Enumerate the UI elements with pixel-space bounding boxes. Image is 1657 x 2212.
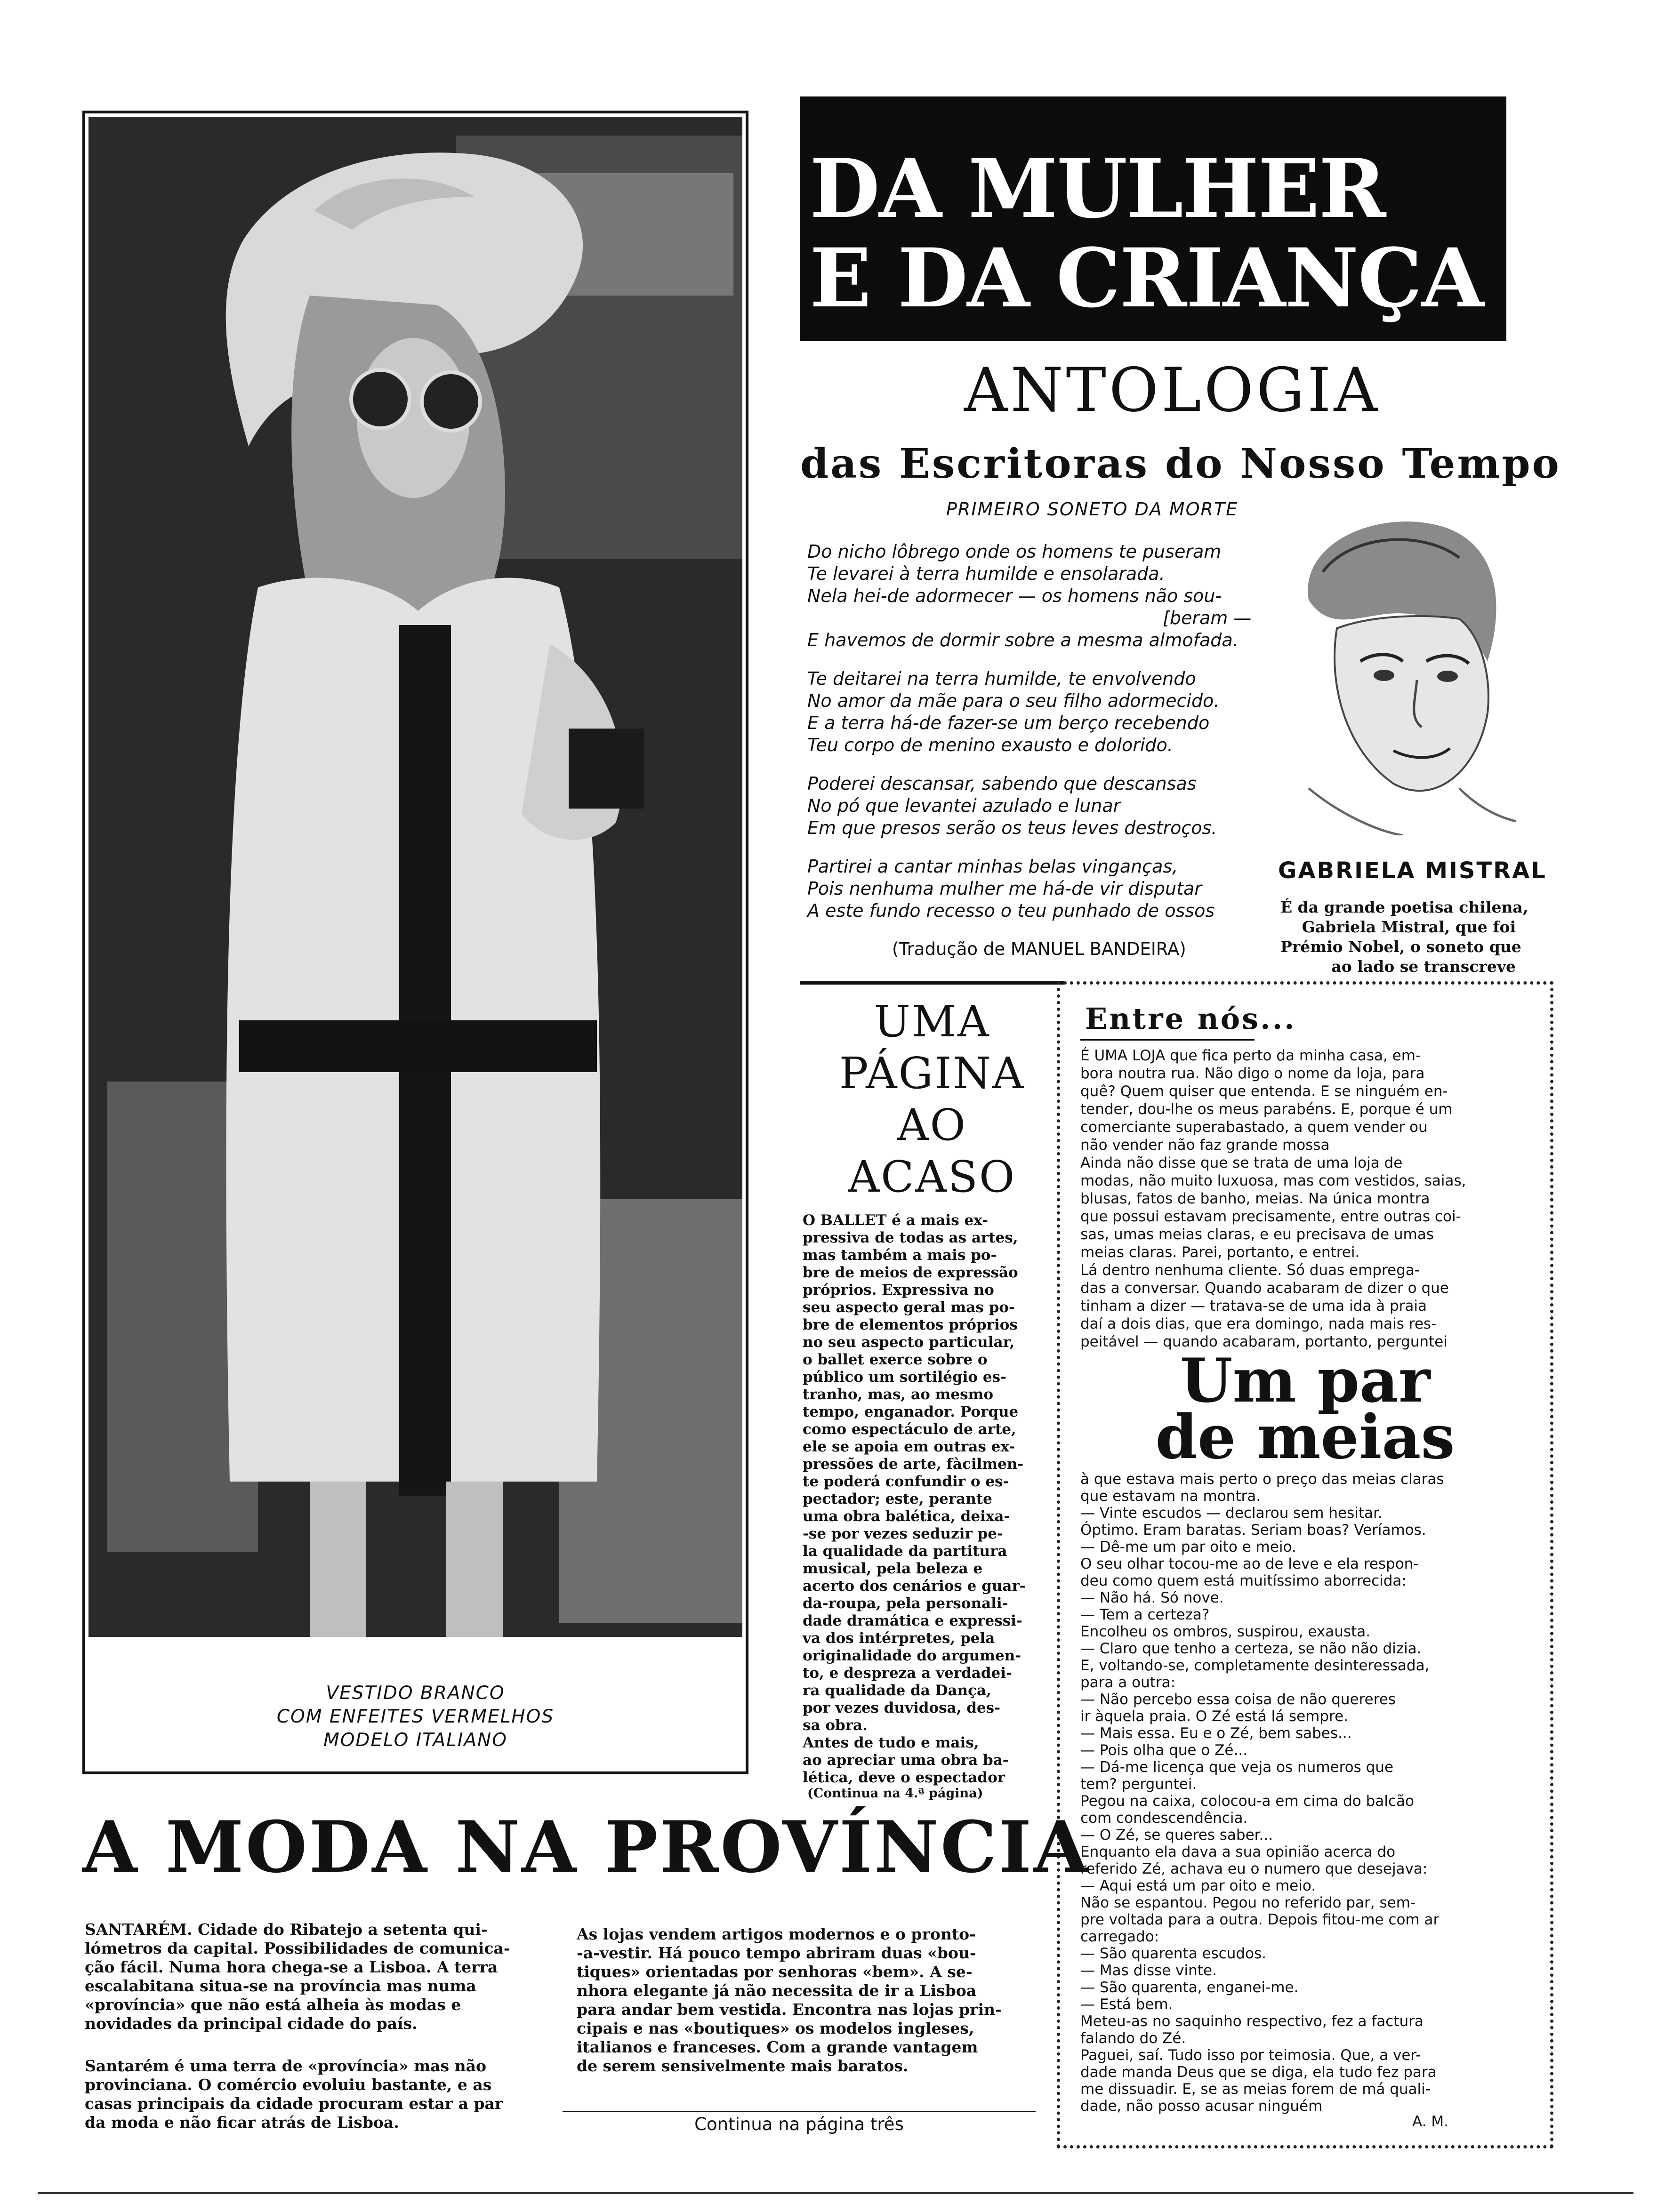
ballet-text-line: O BALLET é a mais ex- xyxy=(803,1212,988,1229)
portrait-sketch xyxy=(1280,506,1516,835)
ballet-text-line: musical, pela beleza e xyxy=(803,1560,983,1577)
ballet-text-line: ele se apoia em outras ex- xyxy=(803,1438,1015,1455)
photo-caption-line: VESTIDO BRANCO xyxy=(326,1683,505,1704)
entre-nos-text-line: daí a dois dias, que era domingo, nada mais res- xyxy=(1080,1315,1437,1332)
ballet-text-line: no seu aspecto particular, xyxy=(803,1334,1015,1351)
entre-nos-text-line: sas, umas meias claras, e eu precisava de umas xyxy=(1080,1226,1434,1243)
moda-col1-line: ção fácil. Numa hora chega-se a Lisboa. A terra xyxy=(85,1958,498,1976)
story-text-line: deu como quem está muitíssimo aborrecida: xyxy=(1080,1572,1407,1589)
story-text-line: — Dê-me um par oito e meio. xyxy=(1080,1539,1296,1555)
poem-title: PRIMEIRO SONETO DA MORTE xyxy=(946,499,1239,520)
ballet-text-line: pectador; este, perante xyxy=(803,1491,992,1507)
story-text-line: — Não percebo essa coisa de não quereres xyxy=(1080,1691,1396,1708)
story-text-line: carregado: xyxy=(1080,1928,1159,1945)
ballet-text-line: próprios. Expressiva no xyxy=(803,1282,994,1298)
story-text-line: ir àquela praia. O Zé está lá sempre. xyxy=(1080,1708,1349,1725)
ballet-text-line: la qualidade da partitura xyxy=(803,1543,1007,1560)
moda-col2-line: -a-vestir. Há pouco tempo abriram duas «bou- xyxy=(577,1944,976,1962)
poem-line: Partirei a cantar minhas belas vinganças, xyxy=(807,856,1178,877)
antologia-subtitle: das Escritoras do Nosso Tempo xyxy=(800,440,1561,488)
story-text-line: — Vinte escudos — declarou sem hesitar. xyxy=(1080,1505,1383,1522)
moda-col2-line: para andar bem vestida. Encontra nas lojas prin- xyxy=(577,2000,1002,2019)
moda-title: A MODA NA PROVÍNCIA xyxy=(82,1806,1090,1889)
um-par-de-meias-title-line: Um par xyxy=(1180,1346,1431,1416)
story-text-line: falando do Zé. xyxy=(1080,2030,1186,2047)
story-text-line: dade, não posso acusar ninguém xyxy=(1080,2098,1323,2115)
ballet-text-line: dade dramática e expressi- xyxy=(803,1612,1022,1629)
portrait-caption-line: Gabriela Mistral, que foi xyxy=(1302,918,1516,936)
entre-nos-text-line: tender, dou-lhe os meus parabéns. E, porque é um xyxy=(1080,1101,1453,1118)
fashion-photo xyxy=(88,117,742,1637)
poem-line: Poderei descansar, sabendo que descansas xyxy=(807,773,1197,794)
story-text-line: me dissuadir. E, se as meias forem de má quali- xyxy=(1080,2081,1431,2098)
ballet-text-line: mas também a mais po- xyxy=(803,1247,997,1264)
entre-nos-underline xyxy=(1080,1039,1255,1041)
moda-col1-line: da moda e não ficar atrás de Lisboa. xyxy=(85,2113,399,2132)
ballet-text-line: ra qualidade da Dança, xyxy=(803,1682,991,1699)
entre-nos-text-line: blusas, fatos de banho, meias. Na única montra xyxy=(1080,1190,1430,1207)
entre-nos-text-line: Lá dentro nenhuma cliente. Só duas emprega- xyxy=(1080,1262,1420,1279)
ballet-text-line: acerto dos cenários e guar- xyxy=(803,1578,1026,1595)
uma-pagina-title-line: UMA xyxy=(874,996,990,1047)
story-text-line: Pegou na caixa, colocou-a em cima do balcão xyxy=(1080,1793,1414,1810)
poem-line: Te deitarei na terra humilde, te envolvendo xyxy=(807,668,1196,689)
ballet-text-line: to, e despreza a verdadei- xyxy=(803,1665,1012,1682)
portrait-caption-line: É da grande poetisa chilena, xyxy=(1280,898,1528,916)
ballet-text-line: como espectáculo de arte, xyxy=(803,1421,1016,1438)
ballet-text-line: tempo, enganador. Porque xyxy=(803,1403,1019,1420)
photo-caption-line: MODELO ITALIANO xyxy=(323,1730,507,1751)
story-text-line: O seu olhar tocou-me ao de leve e ela respon- xyxy=(1080,1555,1419,1572)
entre-nos-text-line: tinham a dizer — tratava-se de uma ida à praia xyxy=(1080,1298,1427,1314)
ballet-text-line: bre de meios de expressão xyxy=(803,1264,1018,1281)
entre-nos-title: Entre nós... xyxy=(1085,1002,1296,1036)
author-signature: A. M. xyxy=(1412,2113,1448,2130)
poem-line: E havemos de dormir sobre a mesma almofada. xyxy=(807,630,1239,650)
uma-pagina-title-line: ACASO xyxy=(848,1152,1016,1202)
masthead-line-1: DA MULHER xyxy=(810,141,1385,236)
story-text-line: — Não há. Só nove. xyxy=(1080,1589,1224,1606)
poem-line: Teu corpo de menino exausto e dolorido. xyxy=(807,735,1173,755)
story-text-line: — Claro que tenho a certeza, se não não dizia. xyxy=(1080,1640,1422,1657)
story-text-line: Encolheu os ombros, suspirou, exausta. xyxy=(1080,1623,1371,1640)
story-text-line: Óptimo. Eram baratas. Seriam boas? Veríamos. xyxy=(1080,1522,1426,1539)
moda-col1-line: lómetros da capital. Possibilidades de comunica- xyxy=(85,1939,510,1957)
story-text-line: — Dá-me licença que veja os numeros que xyxy=(1080,1759,1394,1776)
story-text-line: que estavam na montra. xyxy=(1080,1488,1261,1505)
story-text-line: à que estava mais perto o preço das meias claras xyxy=(1080,1471,1444,1488)
entre-nos-text-line: É UMA LOJA que fica perto da minha casa, em- xyxy=(1080,1047,1421,1064)
ballet-text-line: te poderá confundir o es- xyxy=(803,1473,1009,1490)
entre-nos-text-line: Ainda não disse que se trata de uma loja de xyxy=(1080,1154,1403,1171)
poem-line: [beram — xyxy=(1163,608,1252,628)
story-text-line: Paguei, saí. Tudo isso por teimosia. Que, a ver- xyxy=(1080,2047,1421,2064)
story-text-line: Não se espantou. Pegou no referido par, sem- xyxy=(1080,1894,1416,1911)
moda-col1-line: SANTARÉM. Cidade do Ribatejo a setenta qui- xyxy=(85,1920,488,1939)
entre-nos-text-line: que possui estavam precisamente, entre outras coi- xyxy=(1080,1208,1461,1225)
entre-nos-text-line: peitável — quando acabaram, portanto, perguntei xyxy=(1080,1333,1448,1350)
column-rule xyxy=(800,981,1064,985)
ballet-text-line: pressiva de todas as artes, xyxy=(803,1229,1018,1246)
ballet-text-line: por vezes duvidosa, des- xyxy=(803,1699,1000,1716)
photo-caption-line: COM ENFEITES VERMELHOS xyxy=(276,1706,555,1727)
ballet-text-line: público um sortilégio es- xyxy=(803,1369,1006,1386)
poem-line: Nela hei-de adormecer — os homens não sou- xyxy=(807,585,1222,606)
story-text-line: E, voltando-se, completamente desinteressada, xyxy=(1080,1657,1430,1674)
moda-col2-line: italianos e franceses. Com a grande vantagem xyxy=(577,2038,978,2056)
uma-pagina-title-line: AO xyxy=(897,1100,967,1150)
uma-pagina-title-line: PÁGINA xyxy=(839,1048,1025,1098)
story-text-line: — Mas disse vinte. xyxy=(1080,1962,1217,1979)
story-text-line: referido Zé, achava eu o numero que desejava: xyxy=(1080,1860,1428,1877)
entre-nos-text-line: quê? Quem quiser que entenda. E se ninguém en- xyxy=(1080,1083,1448,1100)
poem-line: Do nicho lôbrego onde os homens te puseram xyxy=(807,541,1222,562)
story-text-line: — Mais essa. Eu e o Zé, bem sabes... xyxy=(1080,1725,1352,1742)
ballet-text-line: originalidade do argumen- xyxy=(803,1647,1022,1664)
ballet-text-line: da-roupa, pela personali- xyxy=(803,1595,1008,1612)
translation-credit: (Tradução de MANUEL BANDEIRA) xyxy=(892,939,1186,959)
portrait-caption-line: Prémio Nobel, o soneto que xyxy=(1280,938,1521,956)
ballet-text-line: lética, deve o espectador xyxy=(803,1769,1005,1786)
story-text-line: — São quarenta escudos. xyxy=(1080,1945,1267,1962)
um-par-de-meias-title-line: de meias xyxy=(1155,1402,1455,1473)
story-text-line: — São quarenta, enganei-me. xyxy=(1080,1979,1299,1996)
ballet-text-line: va dos intérpretes, pela xyxy=(803,1630,995,1647)
continua-page-4: (Continua na 4.ª página) xyxy=(807,1786,983,1801)
moda-col2-line: As lojas vendem artigos modernos e o pronto- xyxy=(577,1925,976,1943)
entre-nos-text-line: das a conversar. Quando acabaram de dizer o que xyxy=(1080,1280,1449,1297)
section-masthead xyxy=(800,96,1506,341)
story-text-line: — Aqui está um par oito e meio. xyxy=(1080,1877,1316,1894)
poem-line: E a terra há-de fazer-se um berço recebendo xyxy=(807,713,1210,733)
ballet-text-line: sa obra. xyxy=(803,1717,868,1734)
poem-line: No pó que levantei azulado e lunar xyxy=(807,795,1121,816)
story-text-line: com condescendência. xyxy=(1080,1810,1248,1827)
story-text-line: — O Zé, se queres saber... xyxy=(1080,1827,1273,1843)
portrait-caption-line: ao lado se transcreve xyxy=(1331,957,1516,976)
ballet-text-line: bre de elementos próprios xyxy=(803,1316,1018,1333)
entre-nos-text-line: modas, não muito luxuosa, mas com vestidos, saias, xyxy=(1080,1172,1466,1189)
moda-col2-line: tiques» orientadas por senhoras «bem». A se- xyxy=(577,1963,973,1981)
antologia-title: ANTOLOGIA xyxy=(964,355,1380,425)
moda-col2-line: cipais e nas «boutiques» os modelos ingleses, xyxy=(577,2019,974,2037)
moda-col1-line: novidades da principal cidade do país. xyxy=(85,2014,418,2033)
masthead-line-2: E DA CRIANÇA xyxy=(810,230,1483,326)
ballet-text-line: o ballet exerce sobre o xyxy=(803,1351,988,1368)
story-text-line: Enquanto ela dava a sua opinião acerca do xyxy=(1080,1843,1396,1860)
continua-page-3: Continua na página três xyxy=(694,2114,904,2134)
story-text-line: tem? perguntei. xyxy=(1080,1776,1197,1793)
ballet-text-line: pressões de arte, fàcilmen- xyxy=(803,1456,1024,1473)
moda-col1-line: «província» que não está alheia às modas e xyxy=(85,1996,461,2014)
story-text-line: para a outra: xyxy=(1080,1674,1176,1691)
moda-col1-line: escalabitana situa-se na província mas numa xyxy=(85,1977,476,1995)
story-text-line: pre voltada para a outra. Depois fitou-me com ar xyxy=(1080,1911,1440,1928)
portrait-name: GABRIELA MISTRAL xyxy=(1278,858,1547,884)
story-text-line: Meteu-as no saquinho respectivo, fez a factura xyxy=(1080,2013,1424,2030)
poem-line: Pois nenhuma mulher me há-de vir disputar xyxy=(807,878,1202,899)
page-bottom-rule xyxy=(38,2192,1633,2194)
poem-line: A este fundo recesso o teu punhado de ossos xyxy=(807,900,1215,921)
entre-nos-text-line: comerciante superabastado, a quem vender ou xyxy=(1080,1119,1428,1136)
story-text-line: — Tem a certeza? xyxy=(1080,1606,1210,1623)
poem-line: Te levarei à terra humilde e ensolarada. xyxy=(807,563,1165,584)
ballet-text-line: Antes de tudo e mais, xyxy=(803,1734,979,1751)
ballet-text-line: uma obra balética, deixa- xyxy=(803,1508,1010,1525)
story-text-line: dade manda Deus que se diga, ela tudo fez para xyxy=(1080,2064,1437,2081)
moda-col2-line: nhora elegante já não necessita de ir a Lisboa xyxy=(577,1981,977,2000)
poem-line: No amor da mãe para o seu filho adormecido. xyxy=(807,690,1220,711)
continua-rule xyxy=(563,2111,1036,2112)
ballet-text-line: tranho, mas, ao mesmo xyxy=(803,1386,994,1403)
moda-col1-line: casas principais da cidade procuram estar a par xyxy=(85,2094,503,2113)
moda-col1-line: provinciana. O comércio evoluiu bastante, e as xyxy=(85,2076,492,2094)
ballet-text-line: ao apreciar uma obra ba- xyxy=(803,1752,1009,1769)
ballet-text-line: -se por vezes seduzir pe- xyxy=(803,1525,1003,1542)
ballet-text-line: seu aspecto geral mas po- xyxy=(803,1299,1015,1316)
poem-line: Em que presos serão os teus leves destroços. xyxy=(807,817,1217,838)
story-text-line: — Está bem. xyxy=(1080,1996,1173,2013)
entre-nos-text-line: não vender não faz grande mossa xyxy=(1080,1137,1330,1154)
story-text-line: — Pois olha que o Zé... xyxy=(1080,1742,1248,1759)
entre-nos-text-line: bora noutra rua. Não digo o nome da loja, para xyxy=(1080,1065,1425,1082)
moda-col1-line: Santarém é uma terra de «província» mas não xyxy=(85,2057,487,2075)
entre-nos-text-line: meias claras. Parei, portanto, e entrei. xyxy=(1080,1244,1360,1261)
moda-col2-line: de serem sensivelmente mais baratos. xyxy=(577,2057,909,2075)
